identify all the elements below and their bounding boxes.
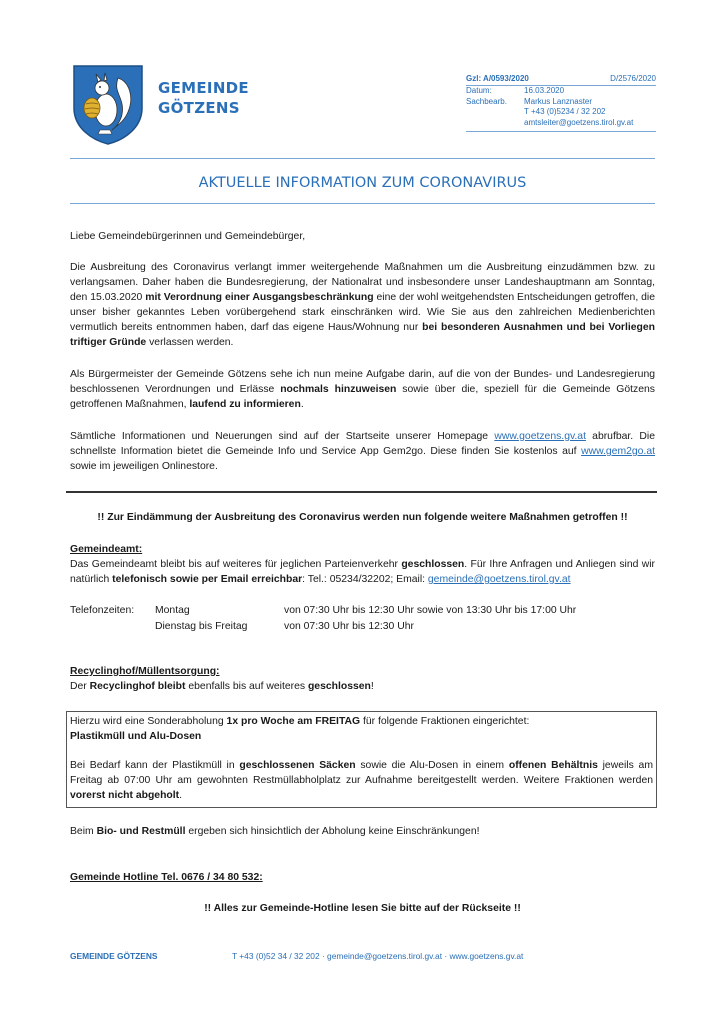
org-name-line1: GEMEINDE bbox=[158, 79, 249, 97]
gemeindeamt-text: Das Gemeindeamt bleibt bis auf weiteres für jeglichen Parteienverkehr geschlossen. Für Ihre Anfragen und Anliegen sind wir natürlich telefonisch sowie per Email erreichbar: Tel.: 05234/32202; Email: gemeinde@goetzens.tirol.gv.at bbox=[70, 559, 655, 585]
tz-time-2: von 07:30 Uhr bis 12:30 Uhr bbox=[284, 621, 414, 632]
hotline-heading: Gemeinde Hotline Tel. 0676 / 34 80 532: bbox=[70, 872, 263, 883]
gzl-number: Gzl: A/0593/2020 bbox=[466, 74, 529, 83]
title-rule-bottom bbox=[70, 203, 655, 204]
footer-contact: T +43 (0)52 34 / 32 202 · gemeinde@goetzens.tirol.gv.at · www.goetzens.gv.at bbox=[232, 951, 524, 961]
gemeinde-email-link[interactable]: gemeinde@goetzens.tirol.gv.at bbox=[427, 574, 571, 585]
paragraph-mayor: Als Bürgermeister der Gemeinde Götzens sehe ich nun meine Aufgabe darin, auf die von der Bundes- und Landesregierung beschlossenen Verordnungen und Erlässe nochmals hinzuweisen sowie über die, speziell für die Gemeinde Götzens getroffenen Maßnahmen, laufend zu informieren. bbox=[70, 369, 655, 410]
sachbearb-label: Sachbearb. bbox=[466, 96, 507, 106]
fraktionen: Plastikmüll und Alu-Dosen bbox=[70, 731, 202, 742]
ref-number: D/2576/2020 bbox=[610, 74, 656, 83]
org-name-line2: GÖTZENS bbox=[158, 99, 240, 117]
paragraph-intro: Die Ausbreitung des Coronavirus verlangt immer weitergehende Maßnahmen um die Ausbreitung einzudämmen bzw. zu verlangsamen. Daher haben die Bundesregierung, der Nationalrat und insbesondere unser Landeshauptmann am Sonntag, den 15.03.2020 mit Verordnung einer Ausgangsbeschränkung eine der wohl weitgehendsten Entscheidungen getroffen, die unser bisher gekanntes Leben vorübergehend stark einschränken wird. Wie Sie aus den zahlreichen Medienberichten vermutlich bereits entnommen haben, darf das eigene Haus/Wohnung nur bei besonderen Ausnahmen und bei Vorliegen triftiger Gründe verlassen werden. bbox=[70, 262, 655, 348]
crest-logo bbox=[72, 64, 144, 146]
salutation: Liebe Gemeindebürgerinnen und Gemeindebürger, bbox=[70, 231, 306, 242]
meta-phone: T +43 (0)5234 / 32 202 bbox=[524, 107, 606, 117]
tz-time-1: von 07:30 Uhr bis 12:30 Uhr sowie von 13:30 Uhr bis 17:00 Uhr bbox=[284, 605, 577, 616]
hotline-note: !! Alles zur Gemeinde-Hotline lesen Sie bitte auf der Rückseite !! bbox=[204, 903, 521, 914]
paragraph-homepage: Sämtliche Informationen und Neuerungen sind auf der Startseite unserer Homepage www.goetzens.gv.at abrufbar. Die schnellste Information bietet die Gemeinde Info und Service App Gem2go. Diese finden Sie kostenlos auf www.gem2go.at sowie im jeweiligen Onlinestore. bbox=[70, 431, 655, 472]
telefonzeiten-label: Telefonzeiten: bbox=[70, 605, 135, 616]
datum-value: 16.03.2020 bbox=[524, 85, 565, 95]
recycling-section bbox=[70, 664, 655, 694]
sachbearb-value: Markus Lanznaster bbox=[524, 96, 593, 106]
title-rule-top bbox=[70, 158, 655, 159]
measures-heading: !! Zur Eindämmung der Ausbreitung des Coronavirus werden nun folgende weitere Maßnahmen getroffen !! bbox=[97, 512, 628, 523]
tz-day-1: Montag bbox=[155, 605, 190, 616]
datum-label: Datum: bbox=[466, 85, 492, 95]
bio-restmuell: Beim Bio- und Restmüll ergeben sich hinsichtlich der Abholung keine Einschränkungen! bbox=[70, 826, 480, 837]
gemeindeamt-section bbox=[70, 542, 655, 587]
homepage-link[interactable]: www.goetzens.gv.at bbox=[494, 431, 586, 442]
section-divider bbox=[66, 491, 657, 493]
org-name bbox=[158, 78, 249, 118]
meta-email: amtsleiter@goetzens.tirol.gv.at bbox=[524, 118, 634, 128]
reference-block bbox=[466, 74, 656, 132]
recycling-text: Der Recyclinghof bleibt ebenfalls bis auf weiteres geschlossen! bbox=[70, 681, 374, 692]
footer-org: GEMEINDE GÖTZENS bbox=[70, 951, 158, 961]
sonderabholung-text: Hierzu wird eine Sonderabholung 1x pro Woche am FREITAG für folgende Fraktionen eingerichtet: Plastikmüll und Alu-Dosen Bei Bedarf kann der Plastikmüll in geschlossenen Säcken sowie die Alu-Dosen in einem offenen Behältnis jeweils am Freitag ab 07:00 Uhr am gewohnten Restmüllabholplatz zur Aufnahme bereitgestellt werden. Weitere Fraktionen werden vorerst nicht abgeholt. bbox=[70, 716, 653, 801]
tz-day-2: Dienstag bis Freitag bbox=[155, 621, 248, 632]
recycling-heading: Recyclinghof/Müllentsorgung: bbox=[70, 666, 220, 677]
gemeindeamt-heading: Gemeindeamt: bbox=[70, 544, 143, 555]
gem2go-link[interactable]: www.gem2go.at bbox=[581, 446, 655, 457]
page-title: AKTUELLE INFORMATION ZUM CORONAVIRUS bbox=[198, 175, 527, 191]
